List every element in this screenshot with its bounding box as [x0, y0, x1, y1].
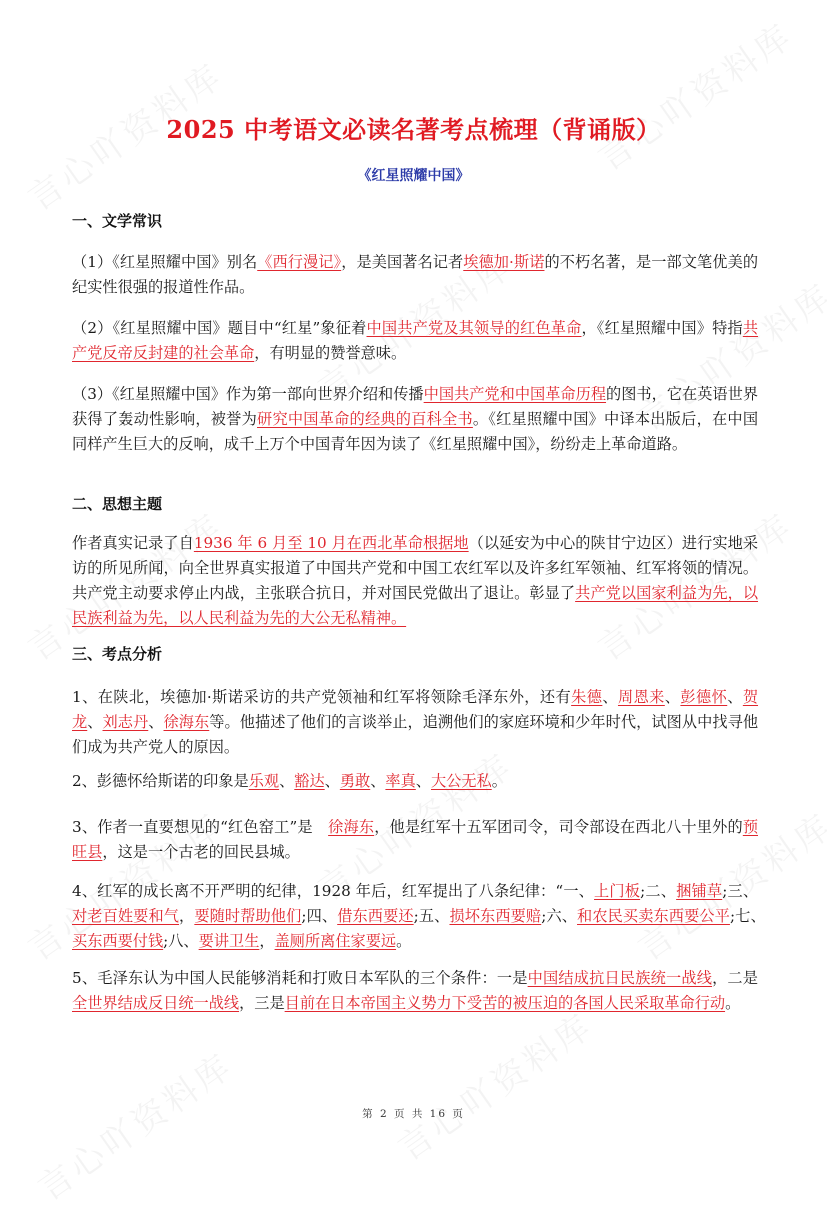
key-point-highlight: 研究中国革命的经典的百科全书: [257, 410, 473, 428]
body-text: ，: [179, 907, 195, 925]
key-point-highlight: 朱德: [571, 688, 603, 706]
key-point-highlight: 彭德怀: [680, 688, 728, 706]
key-point-highlight: 豁达: [294, 772, 325, 790]
key-point-highlight: 买东西要付钱: [72, 932, 164, 950]
paragraph: [72, 815, 758, 865]
body-text: 、: [324, 772, 340, 790]
paragraph: [72, 966, 758, 1016]
key-point-highlight: 中国结成抗日民族统一战线: [527, 969, 713, 987]
body-text: ，二是: [712, 969, 758, 987]
body-text: ，他是红军十五军团司令，司令部设在西北八十里外的: [374, 818, 743, 836]
key-point-highlight: 和农民买卖东西要公平: [577, 907, 730, 925]
key-point-highlight: 中国共产党和中国革命历程: [423, 385, 607, 403]
key-point-highlight: 徐海东: [328, 818, 375, 836]
key-point-highlight: 刘志丹: [102, 713, 149, 731]
body-text: 、: [415, 772, 431, 790]
key-point-highlight: 要随时帮助他们: [194, 907, 302, 925]
body-text: 、: [279, 772, 295, 790]
body-text: ;五、: [413, 907, 450, 925]
key-point-highlight: 捆铺草: [676, 882, 723, 900]
body-text: ;八、: [163, 932, 199, 950]
watermark: [387, 999, 602, 1170]
key-point-highlight: 1936 年 6 月至 10 月在西北革命根据地: [193, 534, 469, 552]
body-text: ;六、: [541, 907, 578, 925]
body-text: 、: [370, 772, 386, 790]
section-heading-exam-analysis: 三、考点分析: [72, 645, 163, 663]
key-point-highlight: 要讲卫生: [198, 932, 260, 950]
key-point-highlight: 对老百姓要和气: [72, 907, 180, 925]
body-text: ;四、: [301, 907, 338, 925]
key-point-highlight: 预旺县: [72, 818, 758, 861]
book-title: 《红星照耀中国》: [357, 168, 470, 184]
body-text: ;三、: [722, 882, 759, 900]
body-text: ，三是: [239, 994, 285, 1012]
paragraph: [72, 316, 758, 366]
body-text: 的不朽名著，是一部文笔优美的纪实性很强的报道性作品。: [72, 253, 759, 296]
body-text: ;二、: [640, 882, 677, 900]
key-point-highlight: 全世界结成反日统一战线: [72, 994, 240, 1012]
body-text: 3、作者一直要想见的“红色窑工”是: [72, 818, 329, 836]
section-heading-theme: 二、思想主题: [72, 495, 163, 513]
body-text: ，这是一个古老的回民县城。: [102, 843, 300, 861]
key-point-highlight: 共产党以国家利益为先，以民族利益为先，以人民利益为先的大公无私精神。: [72, 584, 759, 627]
key-point-highlight: 徐海东: [163, 713, 210, 731]
paragraph: [72, 382, 758, 457]
key-point-highlight: 埃德加·斯诺: [463, 253, 545, 271]
key-point-highlight: 贺龙: [72, 688, 759, 731]
key-point-highlight: 目前在日本帝国主义势力下受苦的被压迫的各国人民采取革命行动: [284, 994, 726, 1012]
key-point-highlight: 乐观: [248, 772, 280, 790]
body-text: 。: [491, 772, 507, 790]
body-text: ，有明显的赞誉意味。: [254, 344, 407, 362]
body-text: ;七、: [729, 907, 774, 925]
body-text: 作者真实记录了自: [72, 534, 194, 552]
body-text: 5、毛泽东认为中国人民能够消耗和打败日本军队的三个条件：一是: [72, 969, 528, 987]
page-footer: 第 2 页 共 16 页: [362, 1108, 465, 1120]
body-text: 、: [148, 713, 164, 731]
body-text: 等。他描述了他们的言谈举止，追溯他们的家庭环境和少年时代，试图从中找寻他们成为共产党人的原因。: [72, 713, 759, 756]
body-text: 、: [602, 688, 618, 706]
key-point-highlight: 损坏东西要赔: [449, 907, 542, 925]
body-text: 的图书，它在英语世界获得了轰动性影响，被誉为: [72, 385, 759, 428]
key-point-highlight: 共产党反帝反封建的社会革命: [72, 319, 759, 362]
body-text: 。: [396, 932, 412, 950]
body-text: 1、在陕北，埃德加·斯诺采访的共产党领袖和红军将领除毛泽东外，还有: [72, 688, 572, 706]
key-point-highlight: 勇敢: [339, 772, 371, 790]
body-text: 4、红军的成长离不开严明的纪律，1928 年后，红军提出了八条纪律：“一、: [72, 882, 595, 900]
body-text: （以延安为中心的陕甘宁边区）进行实地采访的所见所闻，向全世界真实报道了中国共产党和中国工农红军以及许多红军领袖、红军将领的情况。共产党主动要求停止内战，主张联合抗日，并对国民党做出了退让。彰显了: [72, 534, 759, 602]
watermark: [27, 1039, 242, 1210]
body-text: ，《红星照耀中国》特指: [581, 319, 743, 337]
body-text: （3）《红星照耀中国》作为第一部向世界介绍和传播: [72, 385, 424, 403]
key-point-highlight: 上门板: [594, 882, 641, 900]
watermark: [587, 9, 802, 180]
key-point-highlight: 《西行漫记》: [257, 253, 342, 271]
body-text: 。《红星照耀中国》中译本出版后，在中国同样产生巨大的反响，成千上万个中国青年因为读了《红星照耀中国》，纷纷走上革命道路。: [72, 410, 759, 453]
section-heading-literary-knowledge: 一、文学常识: [72, 212, 163, 230]
key-point-highlight: 借东西要还: [337, 907, 414, 925]
body-text: （2）《红星照耀中国》题目中“红星”象征着: [72, 319, 367, 337]
key-point-highlight: 中国共产党及其领导的红色革命: [366, 319, 582, 337]
paragraph: [72, 250, 758, 300]
paragraph: [72, 685, 758, 760]
body-text: ，是美国著名记者: [341, 253, 464, 271]
key-point-highlight: 率真: [385, 772, 416, 790]
paragraph: [72, 879, 774, 954]
body-text: 、: [727, 688, 743, 706]
body-text: ，: [259, 932, 275, 950]
body-text: 、: [664, 688, 681, 706]
key-point-highlight: 大公无私: [430, 772, 492, 790]
paragraph: [72, 531, 758, 631]
body-text: 、: [87, 713, 103, 731]
body-text: 2、彭德怀给斯诺的印象是: [72, 772, 249, 790]
key-point-highlight: 盖厕所离住家要远: [274, 932, 397, 950]
key-point-highlight: 周恩来: [617, 688, 665, 706]
body-text: （1）《红星照耀中国》别名: [72, 253, 258, 271]
document-title: 2025 中考语文必读名著考点梳理（背诵版）: [166, 115, 661, 144]
body-text: 。: [725, 994, 741, 1012]
paragraph: [72, 769, 758, 794]
